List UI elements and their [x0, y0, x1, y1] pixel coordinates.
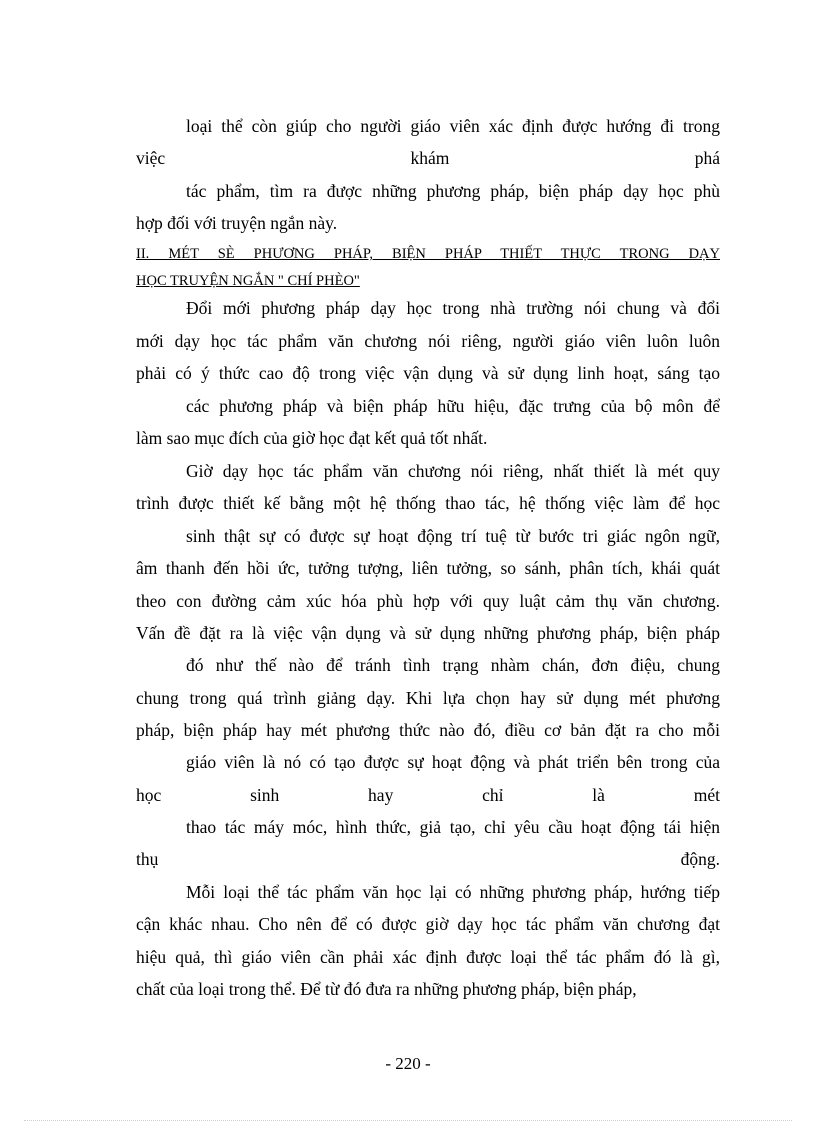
text-line: hiệu quả, thì giáo viên cần phải xác định được loại thể tác phẩm đó là gì,	[136, 947, 720, 967]
page-number: - 220 -	[385, 1054, 431, 1073]
text-line: việc khám phá	[136, 148, 720, 168]
text-line: Vấn đề đặt ra là việc vận dụng và sử dụng những phương pháp, biện pháp	[136, 623, 720, 643]
text-line: phải có ý thức cao độ trong việc vận dụng và sử dụng linh hoạt, sáng tạo	[136, 363, 720, 383]
text-line: mới dạy học tác phẩm văn chương nói riêng, người giáo viên luôn luôn	[136, 331, 720, 351]
text-line: tác phẩm, tìm ra được những phương pháp, biện pháp dạy học phù	[186, 181, 720, 201]
text-line: các phương pháp và biện pháp hữu hiệu, đặc trưng của bộ môn để	[186, 396, 720, 416]
text-line: pháp, biện pháp hay mét phương thức nào đó, điều cơ bản đặt ra cho mỗi	[136, 720, 720, 740]
section-heading-line: II. MÉT SÈ PHƯƠNG PHÁP, BIỆN PHÁP THIẾT THỰC TRONG DẠY	[136, 246, 720, 262]
text-line: hợp đối với truyện ngắn này.	[136, 213, 338, 233]
text-line: chung trong quá trình giảng dạy. Khi lựa chọn hay sử dụng mét phương	[136, 688, 720, 708]
bottom-dotted-rule	[24, 1120, 792, 1121]
text-line: Đổi mới phương pháp dạy học trong nhà trường nói chung và đổi	[186, 298, 720, 318]
text-line: đó như thế nào để tránh tình trạng nhàm chán, đơn điệu, chung	[186, 655, 720, 675]
text-line: học sinh hay chỉ là mét	[136, 785, 720, 805]
text-line: cận khác nhau. Cho nên để có được giờ dạy học tác phẩm văn chương đạt	[136, 914, 720, 934]
text-line: làm sao mục đích của giờ học đạt kết quả tốt nhất.	[136, 428, 488, 448]
text-line: chất của loại trong thể. Để từ đó đưa ra những phương pháp, biện pháp,	[136, 979, 637, 999]
text-line: trình được thiết kế bằng một hệ thống thao tác, hệ thống việc làm để học	[136, 493, 720, 513]
text-line: sinh thật sự có được sự hoạt động trí tuệ từ bước tri giác ngôn ngữ,	[186, 526, 720, 546]
text-line: giáo viên là nó có tạo được sự hoạt động và phát triển bên trong của	[186, 752, 720, 772]
text-line: thao tác máy móc, hình thức, giả tạo, chỉ yêu cầu hoạt động tái hiện	[186, 817, 720, 837]
text-line: thụ động.	[136, 849, 720, 869]
text-line: Giờ dạy học tác phẩm văn chương nói riêng, nhất thiết là mét quy	[186, 461, 720, 481]
section-heading-line: HỌC TRUYỆN NGẮN " CHÍ PHÈO"	[136, 273, 360, 289]
text-line: Mỗi loại thể tác phẩm văn học lại có những phương pháp, hướng tiếp	[186, 882, 720, 902]
text-line: âm thanh đến hồi ức, tưởng tượng, liên tưởng, so sánh, phân tích, khái quát	[136, 558, 720, 578]
text-line: loại thể còn giúp cho người giáo viên xác định được hướng đi trong	[186, 116, 720, 136]
text-line: theo con đường cảm xúc hóa phù hợp với quy luật cảm thụ văn chương.	[136, 591, 720, 611]
